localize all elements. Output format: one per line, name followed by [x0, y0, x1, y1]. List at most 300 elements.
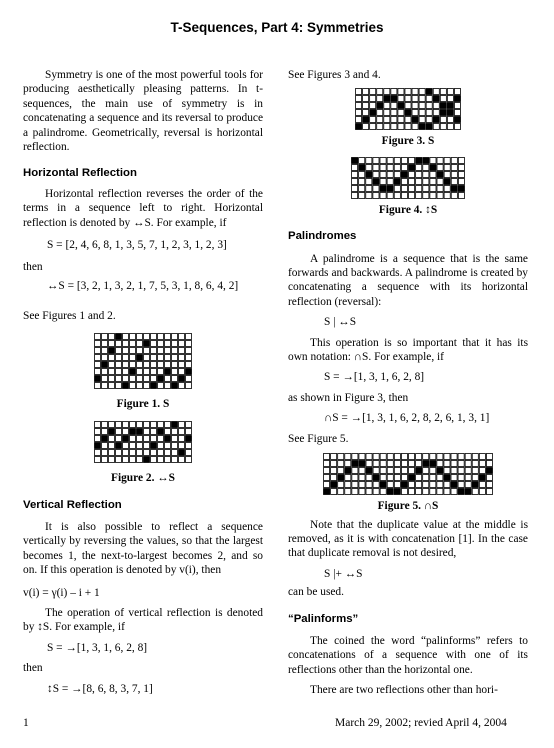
grid-cell — [137, 333, 143, 339]
grid-cell — [426, 110, 432, 116]
grid-cell — [444, 157, 450, 163]
grid-cell-filled — [380, 482, 386, 488]
grid-cell — [366, 475, 372, 481]
grid-cell — [426, 117, 432, 123]
grid-cell — [116, 361, 122, 367]
duplicate-paragraph: Note that the duplicate value at the middle is removed, as it is with concatenation [1]. In the case that duplicate removal is not desired, — [288, 518, 528, 560]
grid-cell — [109, 382, 115, 388]
intro-paragraph: Symmetry is one of the most powerful tools for producing aesthetically pleasing patterns. In t-sequences, the main use of symmetry is in concatenating a sequence and its reversal to produce a palindrome. Geometrically, reversal is horizontal reflection. — [23, 69, 263, 154]
grid-cell — [391, 103, 397, 109]
grid-cell-filled — [123, 436, 129, 442]
grid-cell — [437, 461, 443, 467]
grid-cell — [116, 382, 122, 388]
grid-cell — [370, 124, 376, 130]
grid-cell — [130, 333, 136, 339]
grid-cell — [444, 192, 450, 198]
grid-cell — [165, 340, 171, 346]
grid-cell — [373, 164, 379, 170]
grid-cell — [172, 450, 178, 456]
grid-cell — [172, 375, 178, 381]
grid-cell — [179, 382, 185, 388]
grid-cell — [165, 347, 171, 353]
figure-5-caption: Figure 5. ∩S — [377, 500, 439, 513]
grid-cell — [352, 192, 358, 198]
grid-cell — [151, 450, 157, 456]
grid-cell — [186, 340, 192, 346]
grid-cell-filled — [405, 110, 411, 116]
grid-cell — [387, 171, 393, 177]
grid-cell — [102, 347, 108, 353]
grid-cell — [405, 103, 411, 109]
grid-cell — [345, 475, 351, 481]
grid-cell-filled — [373, 475, 379, 481]
grid-cell-filled — [409, 164, 415, 170]
grid-cell-filled — [366, 171, 372, 177]
grid-cell — [123, 347, 129, 353]
grid-cell — [158, 382, 164, 388]
grid-cell — [109, 354, 115, 360]
grid-cell — [165, 382, 171, 388]
grid-cell — [172, 436, 178, 442]
grid-cell — [430, 178, 436, 184]
grid-cell — [331, 468, 337, 474]
notation-paragraph: This operation is so important that it has its own notation: ∩S. For example, if — [288, 336, 528, 364]
grid-cell-filled — [433, 96, 439, 102]
grid-cell — [472, 461, 478, 467]
grid-cell — [423, 164, 429, 170]
grid-cell — [416, 192, 422, 198]
grid-cell — [409, 489, 415, 495]
grid-cell — [144, 347, 150, 353]
grid-cell — [394, 482, 400, 488]
grid-cell — [363, 110, 369, 116]
grid-cell — [95, 457, 101, 463]
grid-cell — [416, 185, 422, 191]
grid-cell-filled — [380, 185, 386, 191]
grid-cell-filled — [179, 450, 185, 456]
grid-cell-filled — [426, 124, 432, 130]
grid-cell — [444, 171, 450, 177]
grid-cell-filled — [123, 382, 129, 388]
grid-cell — [109, 422, 115, 428]
grid-cell — [137, 436, 143, 442]
grid-cell — [370, 89, 376, 95]
grid-cell — [172, 354, 178, 360]
grid-cell — [144, 354, 150, 360]
grid-cell-filled — [437, 468, 443, 474]
grid-cell — [366, 164, 372, 170]
grid-cell — [401, 164, 407, 170]
grid-cell-filled — [458, 489, 464, 495]
right-column — [288, 68, 528, 698]
grid-cell-filled — [412, 117, 418, 123]
grid-cell — [419, 110, 425, 116]
grid-cell — [398, 89, 404, 95]
grid-cell — [373, 454, 379, 460]
grid-cell — [437, 185, 443, 191]
page-title: T-Sequences, Part 4: Symmetries — [170, 20, 384, 35]
grid-cell-filled — [130, 368, 136, 374]
grid-cell — [433, 89, 439, 95]
grid-cell — [412, 89, 418, 95]
then-text: then — [23, 261, 43, 274]
vertical-paragraph: It is also possible to reflect a sequence vertically by reversing the values, so that the largest becomes 1, the next-to-largest becomes 2, and so on. If this operation is denoted by v(i), then — [23, 520, 263, 577]
grid-cell-filled — [433, 117, 439, 123]
grid-cell-filled — [373, 178, 379, 184]
grid-cell-filled — [331, 482, 337, 488]
grid-cell — [458, 482, 464, 488]
grid-cell — [451, 461, 457, 467]
grid-cell — [394, 185, 400, 191]
figure-3 — [288, 88, 528, 148]
grid-cell — [331, 489, 337, 495]
grid-cell — [380, 164, 386, 170]
grid-cell-filled — [363, 117, 369, 123]
grid-cell — [398, 117, 404, 123]
grid-cell — [423, 171, 429, 177]
grid-cell — [366, 157, 372, 163]
grid-cell — [377, 96, 383, 102]
grid-cell-filled — [370, 110, 376, 116]
footer-date: March 29, 2002; revied April 4, 2004 — [335, 717, 507, 729]
grid-cell — [440, 89, 446, 95]
grid-cell — [130, 340, 136, 346]
grid-cell — [130, 347, 136, 353]
grid-cell — [109, 457, 115, 463]
grid-cell — [165, 354, 171, 360]
grid-cell-filled — [95, 443, 101, 449]
grid-cell — [345, 461, 351, 467]
grid-cell — [419, 96, 425, 102]
grid-cell — [109, 368, 115, 374]
grid-cell — [102, 340, 108, 346]
grid-cell — [444, 482, 450, 488]
figure-4 — [288, 157, 528, 217]
figure-2 — [23, 421, 263, 485]
grid-cell — [130, 422, 136, 428]
grid-cell — [366, 482, 372, 488]
grid-cell — [95, 361, 101, 367]
grid-cell — [359, 454, 365, 460]
grid-cell-filled — [472, 482, 478, 488]
grid-cell — [352, 468, 358, 474]
grid-cell — [144, 443, 150, 449]
grid-cell — [116, 450, 122, 456]
grid-cell-filled — [158, 429, 164, 435]
grid-cell — [444, 489, 450, 495]
grid-cell — [451, 164, 457, 170]
grid-cell — [373, 468, 379, 474]
grid-cell — [394, 192, 400, 198]
grid-cell — [486, 489, 492, 495]
grid-cell — [165, 457, 171, 463]
grid-cell — [387, 482, 393, 488]
grid-cell — [437, 454, 443, 460]
grid-cell — [387, 475, 393, 481]
grid-cell — [416, 178, 422, 184]
grid-cell-filled — [451, 185, 457, 191]
figure-4-caption: Figure 4. ↕S — [378, 203, 438, 216]
grid-cell-filled — [172, 422, 178, 428]
grid-cell — [377, 89, 383, 95]
grid-cell — [123, 375, 129, 381]
grid-cell — [172, 429, 178, 435]
grid-cell — [359, 171, 365, 177]
grid-cell — [116, 457, 122, 463]
grid-cell — [454, 124, 460, 130]
grid-cell — [366, 454, 372, 460]
grid-cell — [359, 475, 365, 481]
grid-cell — [179, 333, 185, 339]
grid-cell — [366, 461, 372, 467]
grid-cell — [433, 103, 439, 109]
grid-cell — [123, 368, 129, 374]
grid-cell — [352, 178, 358, 184]
grid-cell — [486, 482, 492, 488]
grid-cell — [394, 475, 400, 481]
equation-s: S = [2, 4, 6, 8, 1, 3, 5, 7, 1, 2, 3, 1, 2, 3] — [47, 239, 227, 252]
grid-cell-filled — [130, 429, 136, 435]
grid-cell — [130, 457, 136, 463]
grid-cell — [137, 382, 143, 388]
grid-cell — [486, 454, 492, 460]
grid-cell — [391, 89, 397, 95]
grid-cell — [437, 475, 443, 481]
grid-cell — [465, 454, 471, 460]
grid-cell-filled — [419, 124, 425, 130]
grid-cell — [458, 461, 464, 467]
grid-cell — [384, 117, 390, 123]
grid-cell — [151, 375, 157, 381]
grid-cell — [186, 382, 192, 388]
grid-cell — [430, 475, 436, 481]
grid-cell — [109, 443, 115, 449]
grid-cell — [409, 178, 415, 184]
figure-3-grid — [355, 88, 461, 130]
grid-cell — [123, 333, 129, 339]
grid-cell — [384, 103, 390, 109]
equation-reversed-s: ↔S = [3, 2, 1, 3, 2, 1, 7, 5, 3, 1, 8, 6, 4, 2] — [47, 279, 239, 292]
grid-cell — [186, 354, 192, 360]
grid-cell — [324, 454, 330, 460]
grid-cell — [465, 482, 471, 488]
grid-cell — [401, 489, 407, 495]
grid-cell — [458, 192, 464, 198]
grid-cell — [398, 96, 404, 102]
grid-cell — [423, 489, 429, 495]
page-number: 1 — [23, 717, 29, 729]
grid-cell — [130, 375, 136, 381]
grid-cell-filled — [324, 489, 330, 495]
grid-cell — [394, 171, 400, 177]
grid-cell-filled — [401, 482, 407, 488]
grid-cell — [109, 436, 115, 442]
grid-cell — [123, 422, 129, 428]
grid-cell — [123, 429, 129, 435]
grid-cell — [394, 468, 400, 474]
grid-cell — [95, 333, 101, 339]
grid-cell — [123, 340, 129, 346]
grid-cell — [394, 461, 400, 467]
grid-cell — [391, 110, 397, 116]
figure-1-caption: Figure 1. S — [116, 397, 170, 410]
grid-cell — [472, 468, 478, 474]
grid-cell — [458, 157, 464, 163]
grid-cell-filled — [440, 110, 446, 116]
grid-cell — [130, 436, 136, 442]
grid-cell — [430, 157, 436, 163]
grid-cell — [144, 429, 150, 435]
grid-cell — [394, 164, 400, 170]
grid-cell — [416, 171, 422, 177]
grid-cell — [102, 333, 108, 339]
equation-s-2: S = →[1, 3, 1, 6, 2, 8] — [47, 641, 148, 654]
figure-2-grid — [94, 421, 192, 463]
grid-cell — [102, 354, 108, 360]
grid-cell — [401, 454, 407, 460]
grid-cell — [359, 482, 365, 488]
grid-cell — [423, 192, 429, 198]
grid-cell-filled — [426, 89, 432, 95]
grid-cell — [451, 489, 457, 495]
grid-cell — [179, 436, 185, 442]
grid-cell — [437, 489, 443, 495]
grid-cell — [486, 475, 492, 481]
grid-cell — [158, 422, 164, 428]
can-be-used-text: can be used. — [288, 586, 344, 599]
grid-cell — [416, 164, 422, 170]
grid-cell — [352, 489, 358, 495]
grid-cell — [409, 461, 415, 467]
grid-cell-filled — [345, 468, 351, 474]
grid-cell — [95, 450, 101, 456]
grid-cell — [116, 354, 122, 360]
grid-cell — [437, 192, 443, 198]
grid-cell — [380, 489, 386, 495]
grid-cell — [412, 103, 418, 109]
grid-cell — [451, 192, 457, 198]
grid-cell — [377, 110, 383, 116]
grid-cell-filled — [458, 185, 464, 191]
grid-cell — [137, 347, 143, 353]
grid-cell-filled — [437, 171, 443, 177]
grid-cell — [158, 450, 164, 456]
grid-cell-filled — [356, 124, 362, 130]
grid-cell — [465, 468, 471, 474]
grid-cell — [384, 124, 390, 130]
grid-cell — [186, 361, 192, 367]
grid-cell — [380, 461, 386, 467]
grid-cell — [109, 361, 115, 367]
grid-cell — [380, 468, 386, 474]
grid-cell — [373, 171, 379, 177]
grid-cell — [345, 454, 351, 460]
grid-cell — [109, 340, 115, 346]
grid-cell — [401, 157, 407, 163]
grid-cell — [179, 347, 185, 353]
grid-cell-filled — [444, 178, 450, 184]
grid-cell-filled — [398, 103, 404, 109]
grid-cell — [130, 443, 136, 449]
grid-cell — [186, 375, 192, 381]
grid-cell-filled — [102, 361, 108, 367]
grid-cell-filled — [102, 436, 108, 442]
grid-cell — [384, 110, 390, 116]
grid-cell — [144, 382, 150, 388]
grid-cell — [401, 475, 407, 481]
grid-cell — [123, 354, 129, 360]
grid-cell — [130, 450, 136, 456]
equation-v: v(i) = γ(i) – i + 1 — [23, 586, 100, 599]
grid-cell-filled — [401, 171, 407, 177]
grid-cell-filled — [352, 157, 358, 163]
grid-cell — [444, 185, 450, 191]
grid-cell — [423, 178, 429, 184]
grid-cell — [380, 475, 386, 481]
grid-cell-filled — [359, 461, 365, 467]
heading-palinforms: “Palinforms” — [288, 612, 359, 625]
grid-cell-filled — [137, 429, 143, 435]
grid-cell — [151, 340, 157, 346]
grid-cell — [447, 96, 453, 102]
grid-cell — [356, 89, 362, 95]
grid-cell — [359, 185, 365, 191]
grid-cell — [324, 468, 330, 474]
grid-cell-filled — [394, 178, 400, 184]
grid-cell — [359, 468, 365, 474]
grid-cell — [158, 354, 164, 360]
grid-cell — [423, 185, 429, 191]
grid-cell — [331, 454, 337, 460]
grid-cell — [419, 117, 425, 123]
heading-palindromes: Palindromes — [288, 230, 357, 243]
grid-cell — [359, 157, 365, 163]
grid-cell — [331, 461, 337, 467]
grid-cell — [144, 422, 150, 428]
grid-cell — [144, 361, 150, 367]
grid-cell — [380, 192, 386, 198]
grid-cell — [412, 96, 418, 102]
grid-cell — [440, 117, 446, 123]
grid-cell — [412, 110, 418, 116]
grid-cell — [430, 171, 436, 177]
grid-cell — [409, 192, 415, 198]
grid-cell-filled — [423, 461, 429, 467]
grid-cell — [151, 361, 157, 367]
grid-cell — [158, 368, 164, 374]
grid-cell — [363, 89, 369, 95]
grid-cell — [172, 347, 178, 353]
grid-cell — [447, 117, 453, 123]
grid-cell-filled — [416, 468, 422, 474]
grid-cell-filled — [359, 164, 365, 170]
grid-cell — [356, 110, 362, 116]
grid-cell — [479, 489, 485, 495]
grid-cell — [165, 450, 171, 456]
grid-cell — [370, 96, 376, 102]
grid-cell — [430, 454, 436, 460]
grid-cell — [451, 468, 457, 474]
grid-cell — [454, 89, 460, 95]
grid-cell — [165, 361, 171, 367]
grid-cell — [437, 482, 443, 488]
grid-cell-filled — [394, 489, 400, 495]
grid-cell — [151, 457, 157, 463]
grid-cell-filled — [486, 468, 492, 474]
grid-cell-filled — [151, 382, 157, 388]
grid-cell — [444, 454, 450, 460]
grid-cell — [451, 475, 457, 481]
